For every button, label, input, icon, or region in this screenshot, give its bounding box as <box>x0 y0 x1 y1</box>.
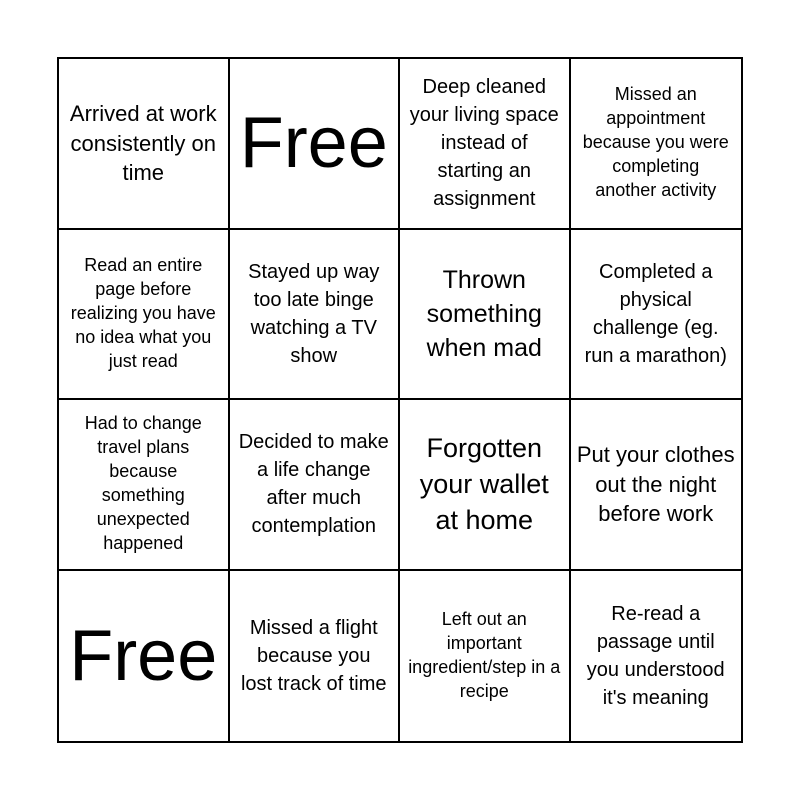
bingo-cell-r0-c0[interactable] <box>59 59 230 230</box>
bingo-cell-r1-c1[interactable] <box>230 230 401 401</box>
bingo-cell-r0-c3[interactable] <box>571 59 742 230</box>
bingo-cell-r0-c1-free[interactable] <box>230 59 401 230</box>
bingo-cell-text: Read an entire page before realizing you have no idea what you just read <box>70 254 216 371</box>
bingo-cell-r2-c3[interactable] <box>571 400 742 571</box>
bingo-cell-r3-c2[interactable] <box>400 571 571 742</box>
bingo-cell-r1-c3[interactable] <box>571 230 742 401</box>
bingo-cell-text: Missed an appointment because you were completing another activity <box>582 84 729 201</box>
free-space-label: Free <box>239 103 388 184</box>
bingo-cell-r3-c3[interactable] <box>571 571 742 742</box>
bingo-cell-text: Deep cleaned your living space instead of starting an assignment <box>409 76 559 211</box>
bingo-cell-r2-c1[interactable] <box>230 400 401 571</box>
bingo-cell-text: Missed a flight because you lost track of time <box>240 616 387 695</box>
bingo-cell-text: Decided to make a life change after much contemplation <box>238 431 389 538</box>
bingo-cell-r0-c2[interactable] <box>400 59 571 230</box>
bingo-cell-r1-c0[interactable] <box>59 230 230 401</box>
bingo-cell-text: Arrived at work consistently on time <box>69 101 217 185</box>
bingo-cell-text: Put your clothes out the night before work <box>576 442 735 526</box>
bingo-cell-r1-c2[interactable] <box>400 230 571 401</box>
free-space-label: Free <box>69 615 218 696</box>
bingo-cell-r2-c0[interactable] <box>59 400 230 571</box>
bingo-cell-text: Thrown something when mad <box>426 265 542 362</box>
bingo-cell-r3-c0-free[interactable] <box>59 571 230 742</box>
bingo-board <box>57 57 743 743</box>
bingo-cell-text: Stayed up way too late binge watching a TV show <box>248 260 380 367</box>
bingo-cell-text: Had to change travel plans because something unexpected happened <box>84 413 202 554</box>
bingo-cell-text: Re-read a passage until you understood it's meaning <box>586 602 725 709</box>
bingo-cell-text: Forgotten your wallet at home <box>419 432 549 536</box>
bingo-cell-r3-c1[interactable] <box>230 571 401 742</box>
bingo-cell-r2-c2[interactable] <box>400 400 571 571</box>
bingo-cell-text: Completed a physical challenge (eg. run a marathon) <box>584 260 727 367</box>
bingo-cell-text: Left out an important ingredient/step in a recipe <box>408 608 561 701</box>
